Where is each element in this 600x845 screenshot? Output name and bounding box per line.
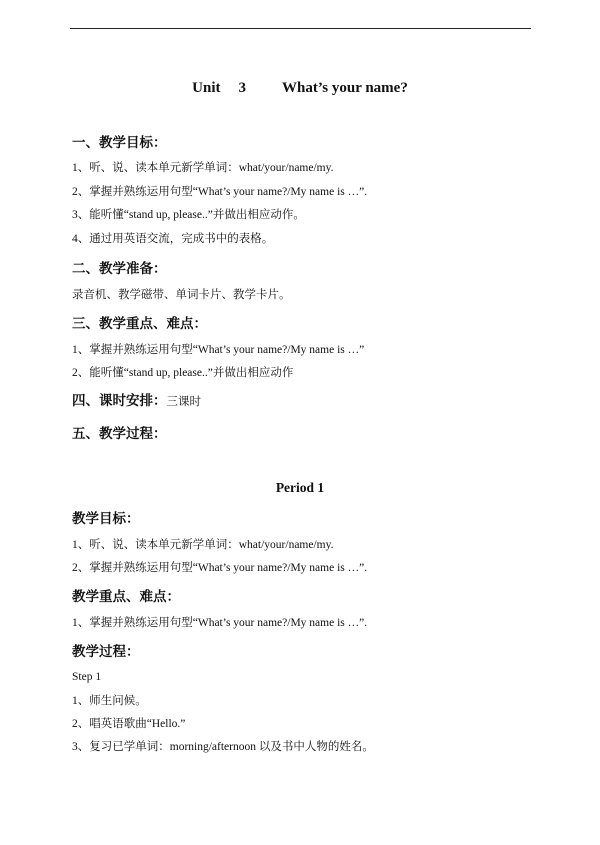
section1-item: 2、掌握并熟练运用句型“What’s your name?/My name is …”.: [72, 186, 368, 198]
section1-heading: 一、教学目标：: [72, 135, 167, 150]
section2-heading: 二、教学准备：: [72, 261, 167, 276]
section5-heading: 五、教学过程：: [72, 426, 167, 441]
period-key-heading: 教学重点、难点：: [72, 589, 180, 604]
header-rule: [70, 28, 531, 29]
period-title: Period 1: [275, 480, 325, 495]
step-label: Step 1: [72, 671, 102, 683]
title-unit: Unit: [192, 80, 221, 96]
document-title: [0, 81, 600, 96]
step-item: 3、复习已学单词：morning/afternoon 以及书中人物的姓名。: [72, 741, 374, 753]
title-number: 3: [238, 80, 246, 96]
section4-value: 三课时: [166, 396, 201, 408]
title-name: What’s your name?: [282, 80, 408, 96]
section3-heading: 三、教学重点、难点：: [72, 316, 207, 331]
section2-text: 录音机、教学磁带、单词卡片、教学卡片。: [72, 289, 291, 301]
period-key-item: 1、掌握并熟练运用句型“What’s your name?/My name is …”.: [72, 617, 368, 629]
section1-item: 1、听、说、读本单元新学单词：what/your/name/my.: [72, 162, 334, 174]
section3-item: 1、掌握并熟练运用句型“What’s your name?/My name is …”: [72, 344, 365, 356]
period-process-heading: 教学过程：: [72, 644, 140, 659]
section1-item: 3、能听懂“stand up, please..”并做出相应动作。: [72, 209, 305, 221]
period-goals-heading: 教学目标：: [72, 511, 140, 526]
step-item: 2、唱英语歌曲“Hello.”: [72, 718, 186, 730]
section1-item: 4、通过用英语交流，完成书中的表格。: [72, 233, 274, 245]
section4-line: [72, 394, 201, 409]
section4-heading: 四、课时安排：: [72, 393, 167, 408]
period-goal-item: 1、听、说、读本单元新学单词：what/your/name/my.: [72, 539, 334, 551]
section3-item: 2、能听懂“stand up, please..”并做出相应动作: [72, 367, 294, 379]
step-item: 1、师生问候。: [72, 695, 147, 707]
period-goal-item: 2、掌握并熟练运用句型“What’s your name?/My name is …”.: [72, 562, 368, 574]
